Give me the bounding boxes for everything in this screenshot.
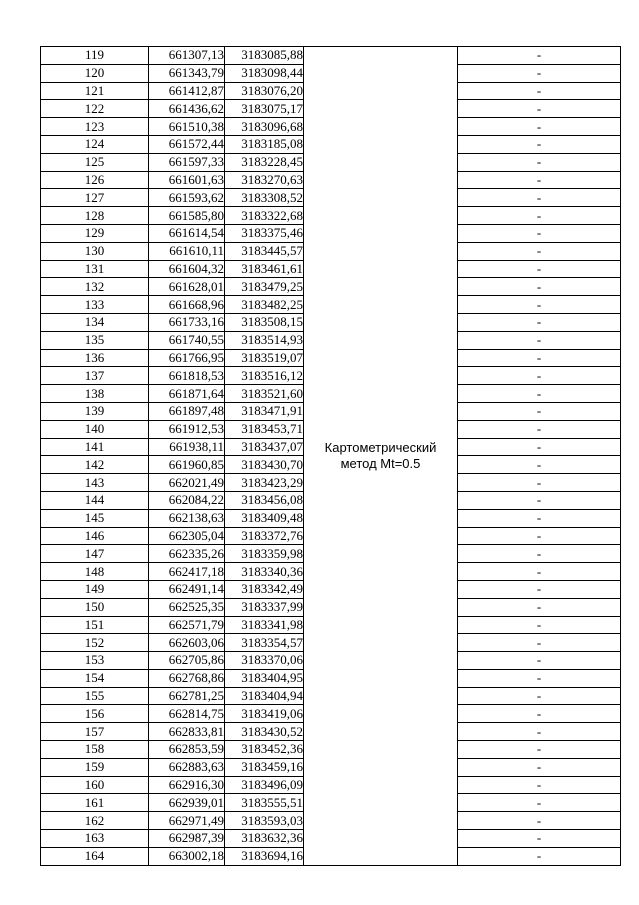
point-number-cell: 120: [41, 64, 149, 82]
x-coordinate-cell: 661614,54: [149, 224, 225, 242]
point-number-cell: 136: [41, 349, 149, 367]
point-number-cell: 129: [41, 224, 149, 242]
point-number-cell: 131: [41, 260, 149, 278]
x-coordinate-cell: 661912,53: [149, 420, 225, 438]
note-cell: -: [458, 331, 621, 349]
point-number-cell: 141: [41, 438, 149, 456]
y-coordinate-cell: 3183430,52: [225, 723, 304, 741]
y-coordinate-cell: 3183694,16: [225, 847, 304, 865]
y-coordinate-cell: 3183322,68: [225, 207, 304, 225]
point-number-cell: 119: [41, 47, 149, 65]
point-number-cell: 138: [41, 385, 149, 403]
y-coordinate-cell: 3183337,99: [225, 598, 304, 616]
y-coordinate-cell: 3183404,95: [225, 669, 304, 687]
note-cell: -: [458, 456, 621, 474]
note-cell: -: [458, 100, 621, 118]
point-number-cell: 144: [41, 491, 149, 509]
y-coordinate-cell: 3183341,98: [225, 616, 304, 634]
point-number-cell: 139: [41, 402, 149, 420]
point-number-cell: 124: [41, 135, 149, 153]
x-coordinate-cell: 662084,22: [149, 491, 225, 509]
note-cell: -: [458, 224, 621, 242]
x-coordinate-cell: 662417,18: [149, 563, 225, 581]
point-number-cell: 162: [41, 812, 149, 830]
note-cell: -: [458, 545, 621, 563]
note-cell: -: [458, 189, 621, 207]
point-number-cell: 158: [41, 741, 149, 759]
point-number-cell: 149: [41, 580, 149, 598]
point-number-cell: 154: [41, 669, 149, 687]
y-coordinate-cell: 3183228,45: [225, 153, 304, 171]
x-coordinate-cell: 662138,63: [149, 509, 225, 527]
y-coordinate-cell: 3183409,48: [225, 509, 304, 527]
point-number-cell: 122: [41, 100, 149, 118]
note-cell: -: [458, 64, 621, 82]
note-cell: -: [458, 812, 621, 830]
y-coordinate-cell: 3183085,88: [225, 47, 304, 65]
x-coordinate-cell: 661585,80: [149, 207, 225, 225]
y-coordinate-cell: 3183359,98: [225, 545, 304, 563]
note-cell: -: [458, 509, 621, 527]
note-cell: -: [458, 349, 621, 367]
note-cell: -: [458, 634, 621, 652]
x-coordinate-cell: 661593,62: [149, 189, 225, 207]
x-coordinate-cell: 661733,16: [149, 313, 225, 331]
note-cell: -: [458, 741, 621, 759]
point-number-cell: 133: [41, 296, 149, 314]
y-coordinate-cell: 3183514,93: [225, 331, 304, 349]
note-cell: -: [458, 652, 621, 670]
x-coordinate-cell: 661740,55: [149, 331, 225, 349]
y-coordinate-cell: 3183075,17: [225, 100, 304, 118]
point-number-cell: 160: [41, 776, 149, 794]
point-number-cell: 125: [41, 153, 149, 171]
x-coordinate-cell: 662939,01: [149, 794, 225, 812]
note-cell: -: [458, 313, 621, 331]
x-coordinate-cell: 663002,18: [149, 847, 225, 865]
note-cell: -: [458, 207, 621, 225]
x-coordinate-cell: 662971,49: [149, 812, 225, 830]
note-cell: -: [458, 242, 621, 260]
note-cell: -: [458, 580, 621, 598]
y-coordinate-cell: 3183593,03: [225, 812, 304, 830]
note-cell: -: [458, 491, 621, 509]
point-number-cell: 159: [41, 758, 149, 776]
y-coordinate-cell: 3183437,07: [225, 438, 304, 456]
y-coordinate-cell: 3183516,12: [225, 367, 304, 385]
note-cell: -: [458, 527, 621, 545]
note-cell: -: [458, 669, 621, 687]
point-number-cell: 126: [41, 171, 149, 189]
note-cell: -: [458, 705, 621, 723]
x-coordinate-cell: 662525,35: [149, 598, 225, 616]
y-coordinate-cell: 3183496,09: [225, 776, 304, 794]
note-cell: -: [458, 598, 621, 616]
y-coordinate-cell: 3183521,60: [225, 385, 304, 403]
x-coordinate-cell: 661412,87: [149, 82, 225, 100]
x-coordinate-cell: 662021,49: [149, 474, 225, 492]
point-number-cell: 153: [41, 652, 149, 670]
y-coordinate-cell: 3183270,63: [225, 171, 304, 189]
point-number-cell: 150: [41, 598, 149, 616]
note-cell: -: [458, 367, 621, 385]
x-coordinate-cell: 662335,26: [149, 545, 225, 563]
y-coordinate-cell: 3183404,94: [225, 687, 304, 705]
note-cell: -: [458, 474, 621, 492]
y-coordinate-cell: 3183308,52: [225, 189, 304, 207]
note-cell: -: [458, 135, 621, 153]
note-cell: -: [458, 118, 621, 136]
x-coordinate-cell: 662883,63: [149, 758, 225, 776]
y-coordinate-cell: 3183340,36: [225, 563, 304, 581]
note-cell: -: [458, 723, 621, 741]
point-number-cell: 152: [41, 634, 149, 652]
y-coordinate-cell: 3183375,46: [225, 224, 304, 242]
x-coordinate-cell: 661628,01: [149, 278, 225, 296]
note-cell: -: [458, 296, 621, 314]
x-coordinate-cell: 661597,33: [149, 153, 225, 171]
x-coordinate-cell: 661610,11: [149, 242, 225, 260]
point-number-cell: 157: [41, 723, 149, 741]
y-coordinate-cell: 3183419,06: [225, 705, 304, 723]
x-coordinate-cell: 661436,62: [149, 100, 225, 118]
point-number-cell: 145: [41, 509, 149, 527]
x-coordinate-cell: 661938,11: [149, 438, 225, 456]
method-line-1: Картометрический: [324, 439, 437, 455]
point-number-cell: 163: [41, 830, 149, 848]
y-coordinate-cell: 3183555,51: [225, 794, 304, 812]
y-coordinate-cell: 3183482,25: [225, 296, 304, 314]
point-number-cell: 146: [41, 527, 149, 545]
point-number-cell: 147: [41, 545, 149, 563]
x-coordinate-cell: 662814,75: [149, 705, 225, 723]
y-coordinate-cell: 3183430,70: [225, 456, 304, 474]
y-coordinate-cell: 3183479,25: [225, 278, 304, 296]
x-coordinate-cell: 661897,48: [149, 402, 225, 420]
x-coordinate-cell: 661343,79: [149, 64, 225, 82]
x-coordinate-cell: 662987,39: [149, 830, 225, 848]
x-coordinate-cell: 661871,64: [149, 385, 225, 403]
point-number-cell: 156: [41, 705, 149, 723]
y-coordinate-cell: 3183471,91: [225, 402, 304, 420]
point-number-cell: 148: [41, 563, 149, 581]
point-number-cell: 155: [41, 687, 149, 705]
y-coordinate-cell: 3183076,20: [225, 82, 304, 100]
note-cell: -: [458, 278, 621, 296]
x-coordinate-cell: 661601,63: [149, 171, 225, 189]
x-coordinate-cell: 661604,32: [149, 260, 225, 278]
point-number-cell: 142: [41, 456, 149, 474]
x-coordinate-cell: 661960,85: [149, 456, 225, 474]
point-number-cell: 140: [41, 420, 149, 438]
x-coordinate-cell: 662768,86: [149, 669, 225, 687]
note-cell: -: [458, 153, 621, 171]
x-coordinate-cell: 662705,86: [149, 652, 225, 670]
point-number-cell: 127: [41, 189, 149, 207]
x-coordinate-cell: 661307,13: [149, 47, 225, 65]
point-number-cell: 164: [41, 847, 149, 865]
note-cell: -: [458, 438, 621, 456]
point-number-cell: 137: [41, 367, 149, 385]
coordinates-table-body: [41, 47, 621, 866]
y-coordinate-cell: 3183185,08: [225, 135, 304, 153]
y-coordinate-cell: 3183452,36: [225, 741, 304, 759]
y-coordinate-cell: 3183508,15: [225, 313, 304, 331]
note-cell: -: [458, 616, 621, 634]
point-number-cell: 132: [41, 278, 149, 296]
x-coordinate-cell: 662853,59: [149, 741, 225, 759]
y-coordinate-cell: 3183445,57: [225, 242, 304, 260]
x-coordinate-cell: 661668,96: [149, 296, 225, 314]
x-coordinate-cell: 662603,06: [149, 634, 225, 652]
y-coordinate-cell: 3183459,16: [225, 758, 304, 776]
note-cell: -: [458, 687, 621, 705]
point-number-cell: 161: [41, 794, 149, 812]
note-cell: -: [458, 260, 621, 278]
note-cell: -: [458, 47, 621, 65]
y-coordinate-cell: 3183372,76: [225, 527, 304, 545]
note-cell: -: [458, 402, 621, 420]
point-number-cell: 135: [41, 331, 149, 349]
method-line-2: метод Mt=0.5: [340, 455, 421, 471]
note-cell: -: [458, 82, 621, 100]
note-cell: -: [458, 385, 621, 403]
note-cell: -: [458, 776, 621, 794]
point-number-cell: 123: [41, 118, 149, 136]
note-cell: -: [458, 847, 621, 865]
point-number-cell: 128: [41, 207, 149, 225]
y-coordinate-cell: 3183342,49: [225, 580, 304, 598]
x-coordinate-cell: 661818,53: [149, 367, 225, 385]
note-cell: -: [458, 171, 621, 189]
y-coordinate-cell: 3183456,08: [225, 491, 304, 509]
x-coordinate-cell: 662781,25: [149, 687, 225, 705]
note-cell: -: [458, 830, 621, 848]
coordinates-table: [40, 46, 621, 866]
x-coordinate-cell: 661510,38: [149, 118, 225, 136]
y-coordinate-cell: 3183096,68: [225, 118, 304, 136]
x-coordinate-cell: 662491,14: [149, 580, 225, 598]
y-coordinate-cell: 3183098,44: [225, 64, 304, 82]
note-cell: -: [458, 420, 621, 438]
x-coordinate-cell: 661766,95: [149, 349, 225, 367]
x-coordinate-cell: 662305,04: [149, 527, 225, 545]
x-coordinate-cell: 662833,81: [149, 723, 225, 741]
x-coordinate-cell: 661572,44: [149, 135, 225, 153]
x-coordinate-cell: 662571,79: [149, 616, 225, 634]
point-number-cell: 130: [41, 242, 149, 260]
y-coordinate-cell: 3183461,61: [225, 260, 304, 278]
y-coordinate-cell: 3183354,57: [225, 634, 304, 652]
note-cell: -: [458, 758, 621, 776]
y-coordinate-cell: 3183423,29: [225, 474, 304, 492]
point-number-cell: 143: [41, 474, 149, 492]
table-row: [41, 47, 621, 65]
y-coordinate-cell: 3183632,36: [225, 830, 304, 848]
point-number-cell: 151: [41, 616, 149, 634]
y-coordinate-cell: 3183453,71: [225, 420, 304, 438]
y-coordinate-cell: 3183370,06: [225, 652, 304, 670]
note-cell: -: [458, 794, 621, 812]
point-number-cell: 134: [41, 313, 149, 331]
x-coordinate-cell: 662916,30: [149, 776, 225, 794]
y-coordinate-cell: 3183519,07: [225, 349, 304, 367]
note-cell: -: [458, 563, 621, 581]
point-number-cell: 121: [41, 82, 149, 100]
method-cell: [304, 47, 458, 866]
